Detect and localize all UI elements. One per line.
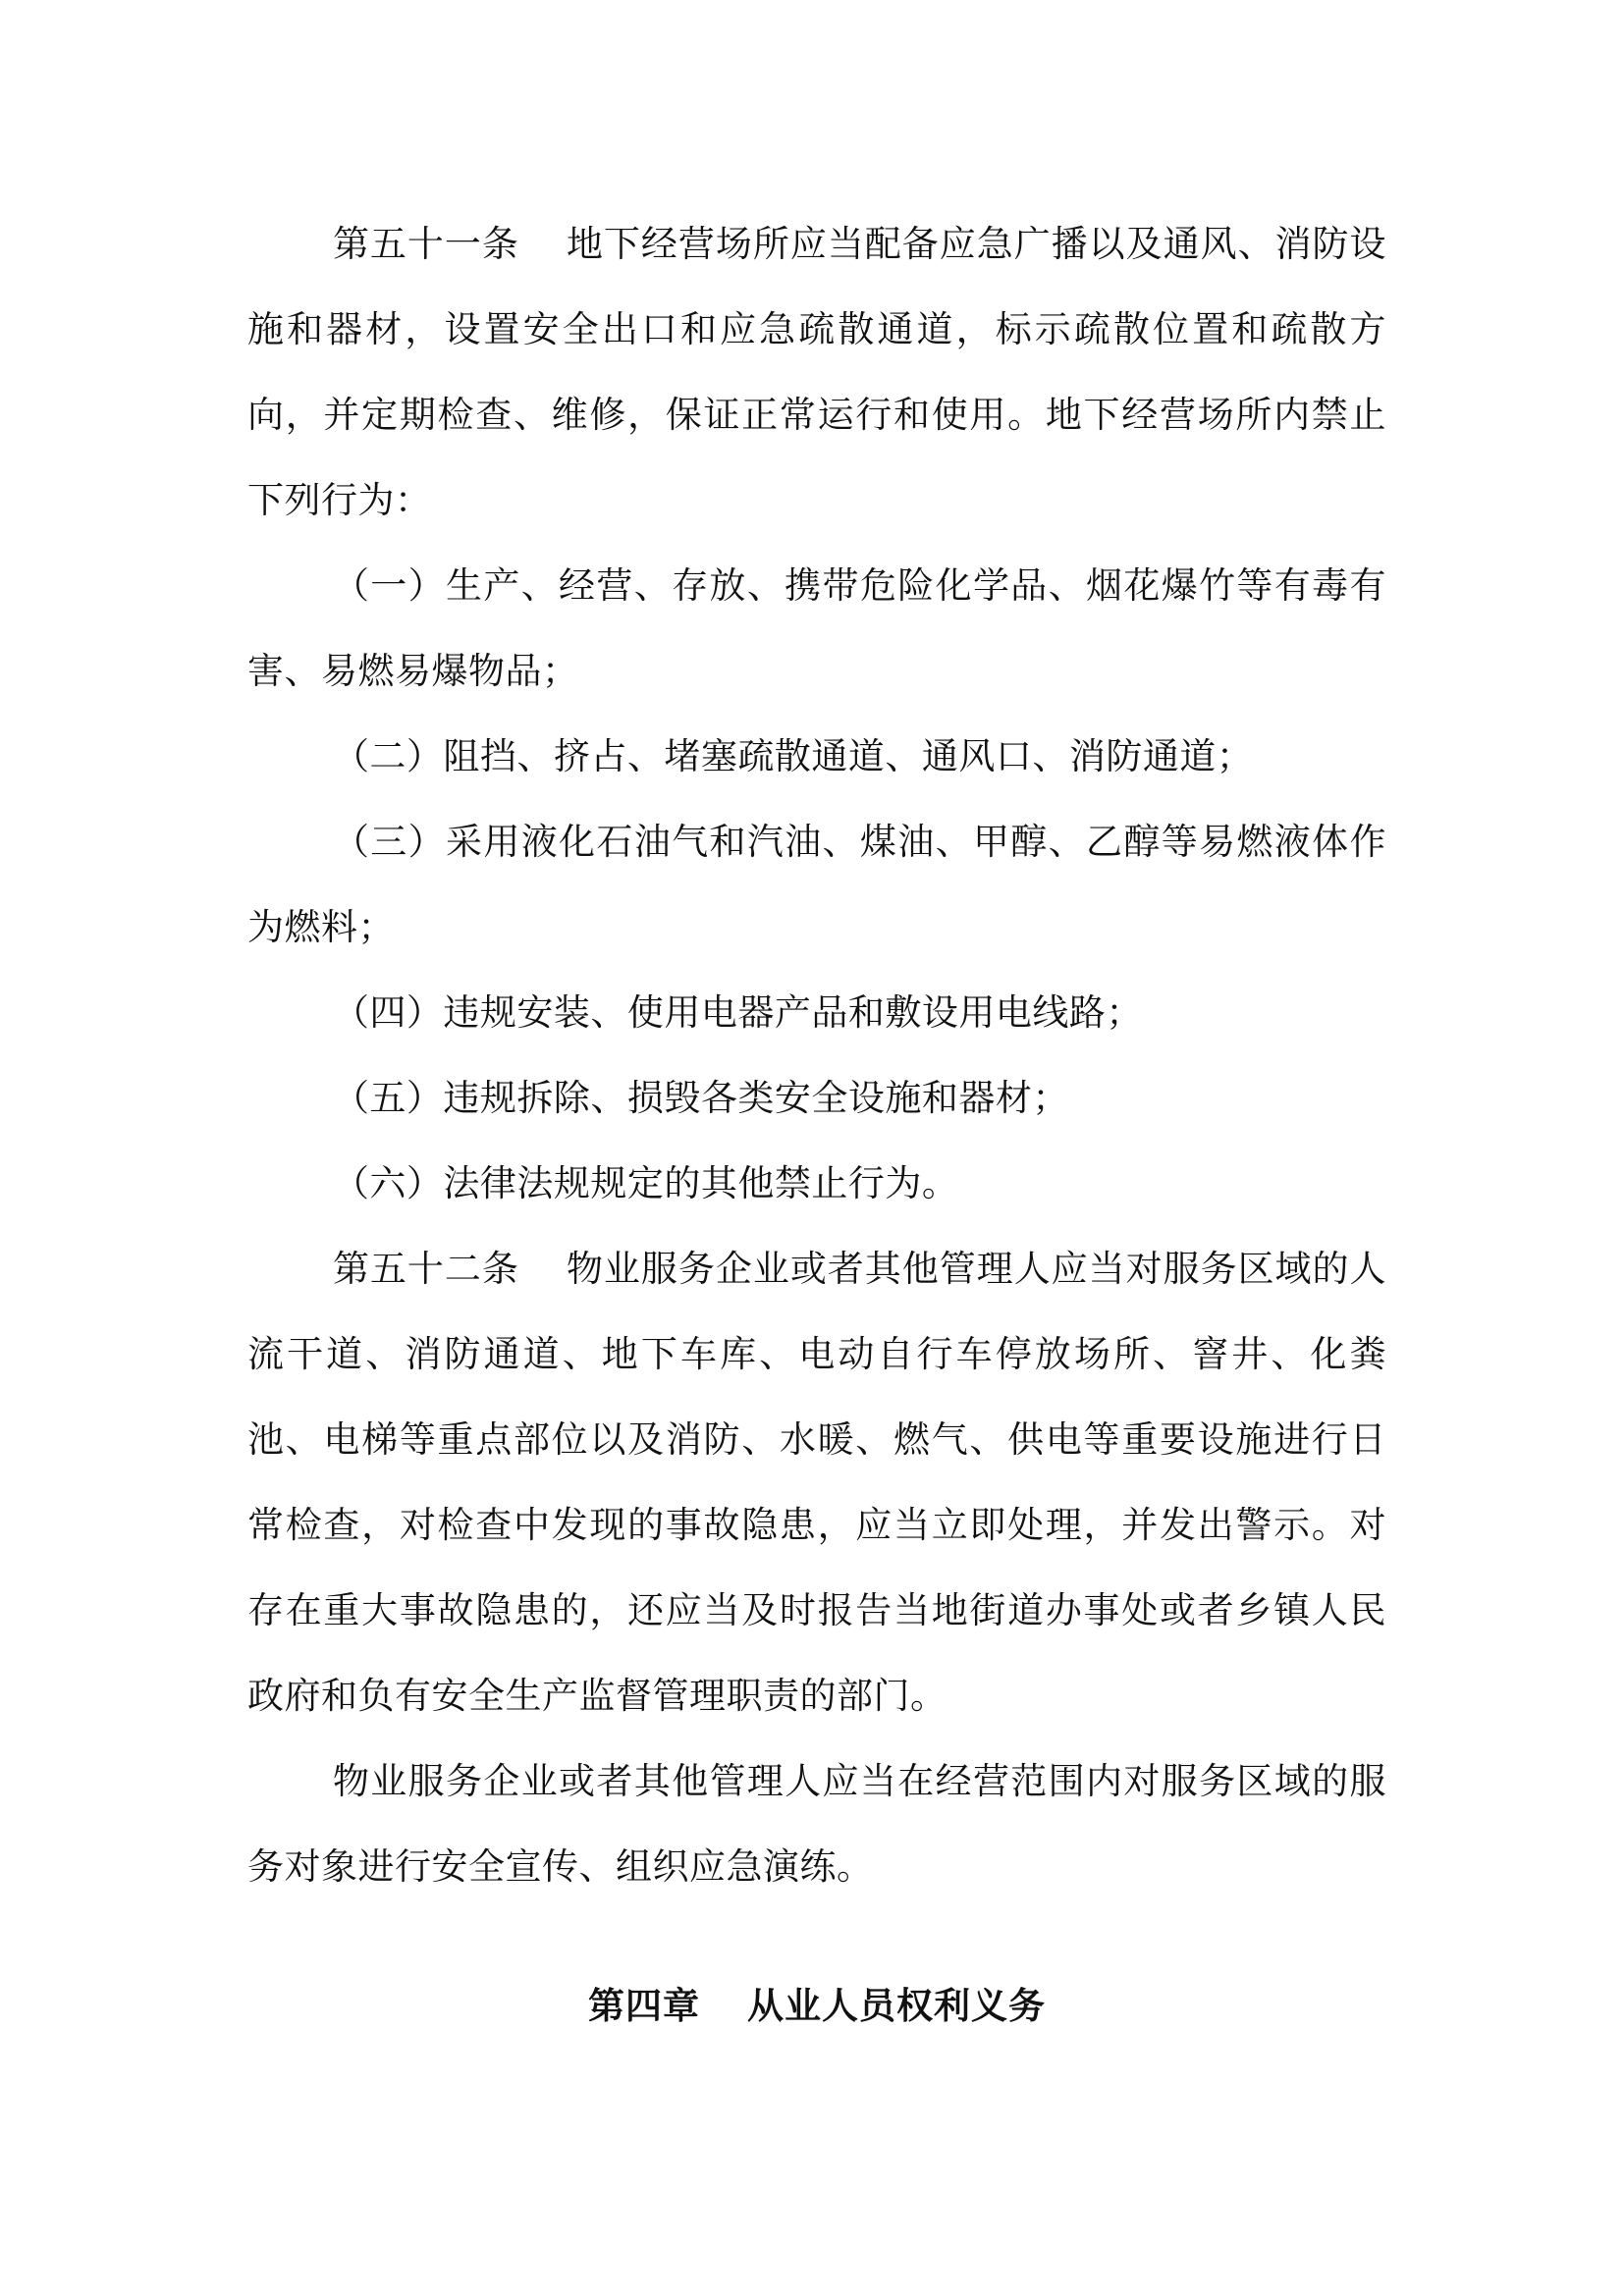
document-body: [247, 201, 1386, 2049]
chapter-title: 从业人员权利义务: [747, 1984, 1047, 2027]
article-51: [247, 201, 1386, 543]
list-item-3: （三）采用液化石油气和汽油、煤油、甲醇、乙醇等易燃液体作为燃料；: [247, 821, 1386, 948]
list-item-1: （一）生产、经营、存放、携带危险化学品、烟花爆竹等有毒有害、易燃易爆物品；: [247, 564, 1386, 692]
article-52: [247, 1226, 1386, 1738]
article-52-text: 物业服务企业或者其他管理人应当对服务区域的人流干道、消防通道、地下车库、电动自行车停放场所、窨井、化粪池、电梯等重点部位以及消防、水暖、燃气、供电等重要设施进行日常检查，对检查中发现的事故隐患，应当立即处理，并发出警示。对存在重大事故隐患的，还应当及时报告当地街道办事处或者乡镇人民政府和负有安全生产监督管理职责的部门。: [247, 1248, 1387, 1717]
article-51-text: 地下经营场所应当配备应急广播以及通风、消防设施和器材，设置安全出口和应急疏散通道，标示疏散位置和疏散方向，并定期检查、维修，保证正常运行和使用。地下经营场所内禁止下列行为：: [247, 223, 1387, 521]
article-51-number: 第五十一条: [332, 223, 519, 265]
list-item-2: （二）阻挡、挤占、堵塞疏散通道、通风口、消防通道；: [332, 735, 1254, 777]
list-item-6: （六）法律法规规定的其他禁止行为。: [332, 1162, 959, 1204]
article-52-number: 第五十二条: [332, 1248, 519, 1290]
list-item-5: （五）违规拆除、损毁各类安全设施和器材；: [332, 1077, 1069, 1119]
chapter-number: 第四章: [587, 1984, 700, 2027]
list-item-4: （四）违规安装、使用电器产品和敷设用电线路；: [332, 991, 1143, 1034]
chapter-heading: [247, 1963, 1386, 2049]
article-52-paragraph-2: 物业服务企业或者其他管理人应当在经营范围内对服务区域的服务对象进行安全宣传、组织应急演练。: [247, 1760, 1386, 1888]
